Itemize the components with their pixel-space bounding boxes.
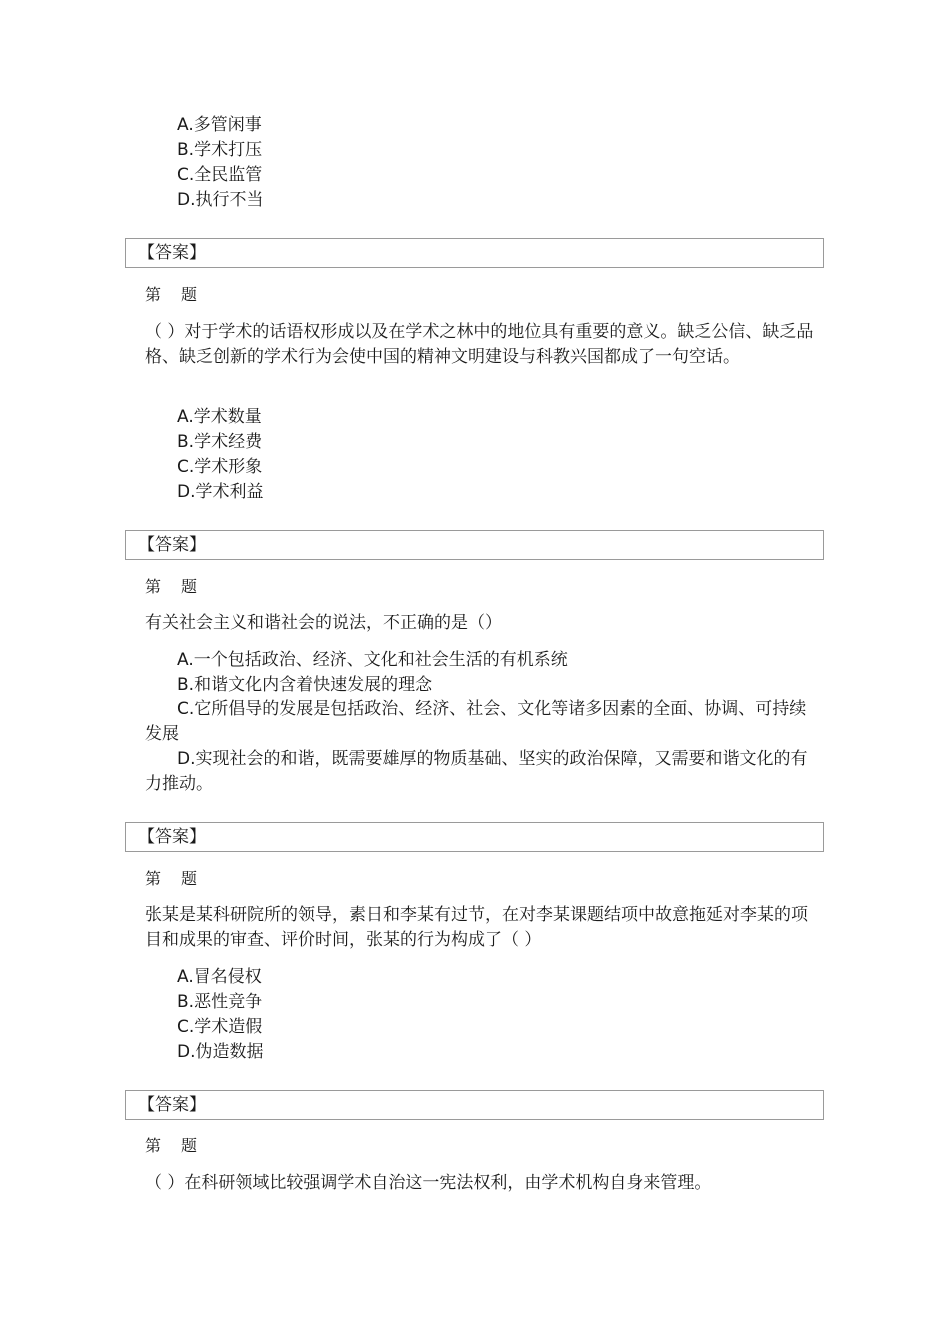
q3-option-d: D.实现社会的和谐，既需要雄厚的物质基础、坚实的政治保障，又需要和谐文化的有力推动。 [145,749,808,794]
q3-answer-box: 【答案】 [125,822,824,852]
q3-option-c: C.它所倡导的发展是包括政治、经济、社会、文化等诸多因素的全面、协调、可持续发展 [145,699,807,744]
q1-option-c: C.全民监管 [177,165,263,185]
q3-option-a: A.一个包括政治、经济、文化和社会生活的有机系统 [177,650,568,670]
q1-option-a: A.多管闲事 [177,115,262,135]
q3-question-text: 有关社会主义和谐社会的说法，不正确的是（） [145,613,502,633]
q3-option-b: B.和谐文化内含着快速发展的理念 [177,675,433,695]
q4-question-text: 张某是某科研院所的领导，素日和李某有过节，在对李某课题结项中故意拖延对李某的项目和成果的审查、评价时间，张某的行为构成了（ ） [145,905,808,950]
q2-option-b: B.学术经费 [177,432,263,452]
q4-number-label: 第题 [145,869,218,888]
q2-question-text: （ ）对于学术的话语权形成以及在学术之林中的地位具有重要的意义。缺乏公信、缺乏品格、缺乏创新的学术行为会使中国的精神文明建设与科教兴国都成了一句空话。 [145,322,814,367]
q2-answer-box: 【答案】 [125,530,824,560]
q4-option-a: A.冒名侵权 [177,967,262,987]
q5-number-label: 第题 [145,1136,218,1155]
q1-answer-box: 【答案】 [125,238,824,268]
q3-number-label: 第题 [145,577,218,596]
q4-answer-box: 【答案】 [125,1090,824,1120]
q5-question-text: （ ）在科研领域比较强调学术自治这一宪法权利，由学术机构自身来管理。 [145,1173,712,1193]
q2-option-d: D.学术利益 [177,482,264,502]
q4-option-b: B.恶性竞争 [177,992,263,1012]
q1-option-d: D.执行不当 [177,190,264,210]
q4-option-d: D.伪造数据 [177,1042,264,1062]
q4-option-c: C.学术造假 [177,1017,263,1037]
q2-option-a: A.学术数量 [177,407,262,427]
q2-number-label: 第题 [145,285,218,304]
q2-option-c: C.学术形象 [177,457,263,477]
q1-option-b: B.学术打压 [177,140,263,160]
